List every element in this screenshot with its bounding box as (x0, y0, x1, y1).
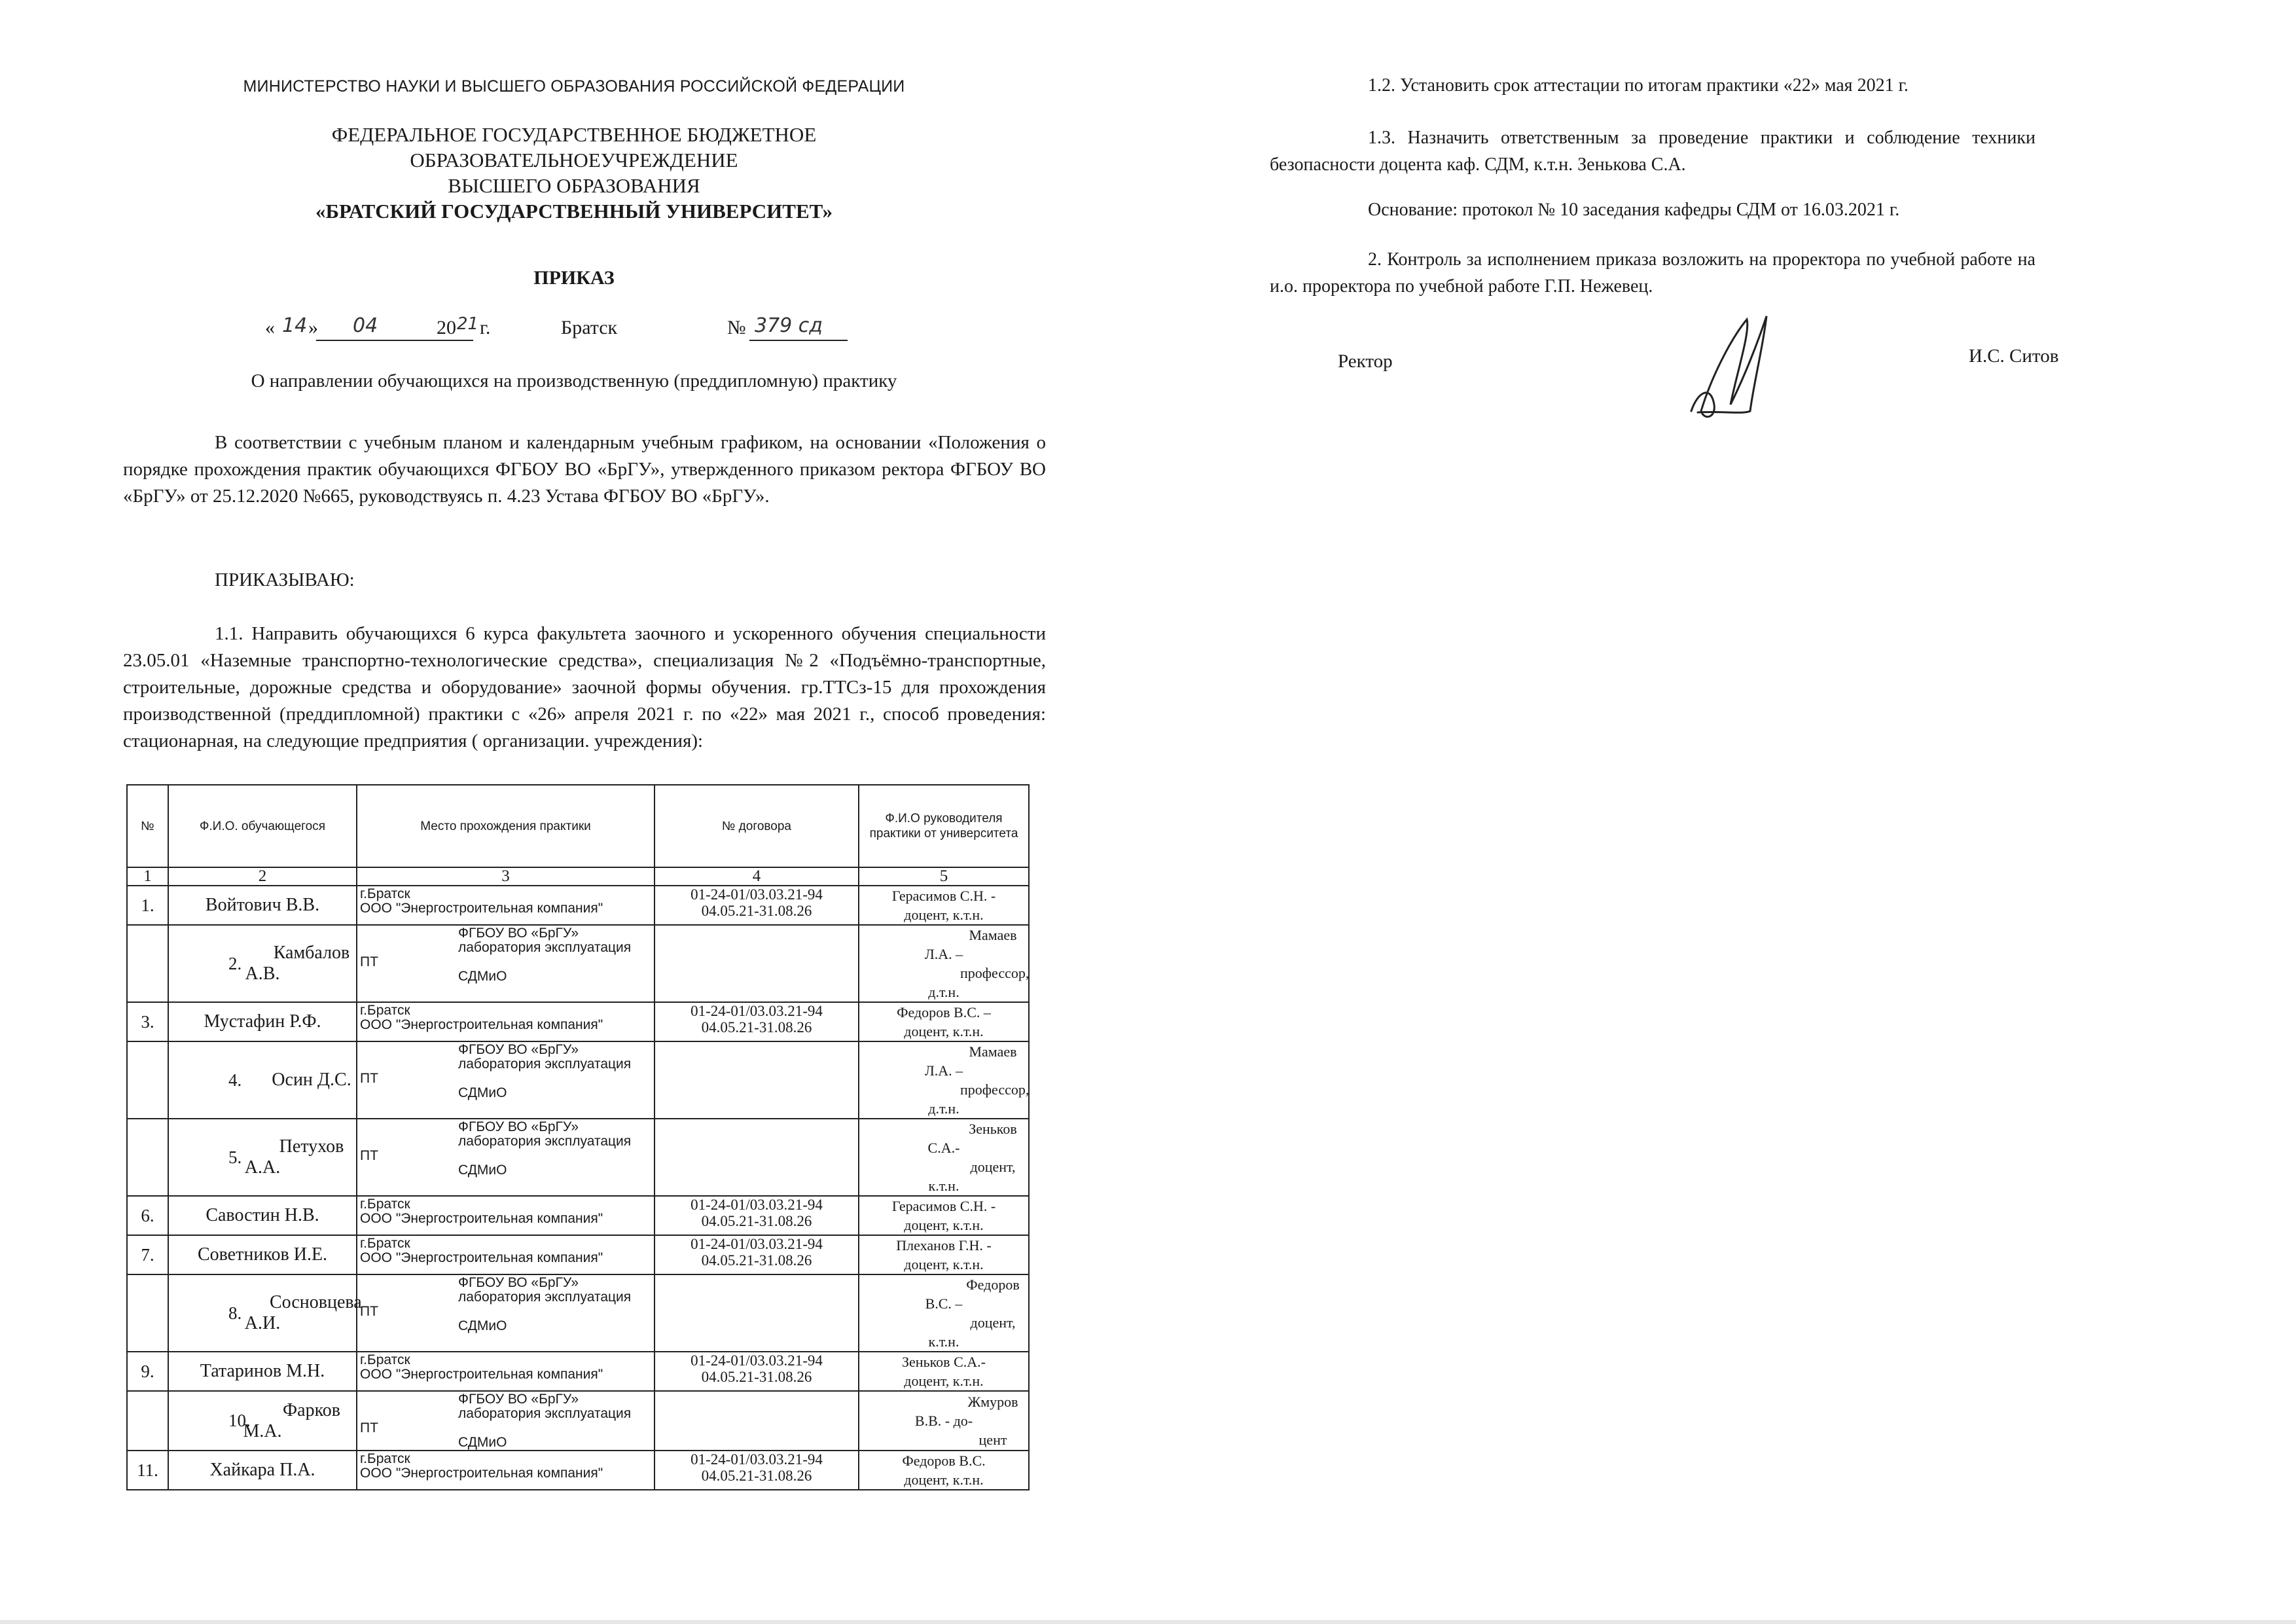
place-line-1: ФГБОУ ВО «БрГУ» (458, 1275, 579, 1290)
supervisor-line-2: доцент, к.т.н. (904, 1217, 984, 1233)
place-line-2: ООО "Энергостроительная компания" (360, 1211, 603, 1226)
date-year-prefix: 20 (437, 317, 456, 338)
place-line-3: СДМиО (458, 1435, 507, 1450)
place-line-2: лаборатория эксплуатация ПТ (360, 1134, 632, 1163)
student-name: Сосновцева А.И. (168, 1274, 357, 1352)
rector-label: Ректор (1338, 351, 1393, 372)
place-line-2: лаборатория эксплуатация ПТ (360, 1056, 632, 1086)
supervisor-line-1: Мамаев Л.А. – (924, 927, 1017, 962)
contract-number (655, 1274, 859, 1352)
place-line-1: г.Братск (360, 1451, 410, 1466)
student-name: Хайкара П.А. (168, 1451, 357, 1490)
contract-line-1: 01-24-01/03.03.21-94 (691, 1003, 823, 1019)
place-line-2: ООО "Энергостроительная компания" (360, 1466, 603, 1481)
supervisor-line-1: Федоров В.С. – (925, 1276, 1020, 1312)
table-row (127, 925, 1029, 1002)
basis-line: Основание: протокол № 10 заседания кафедры СДМ от 16.03.2021 г. (1368, 200, 1900, 220)
supervisor-line-1: Плеханов Г.Н. - (896, 1237, 992, 1254)
supervisor (859, 886, 1029, 925)
place-line-2: лаборатория эксплуатация ПТ (360, 940, 632, 969)
date-open-quote: « (265, 317, 275, 338)
contract-number (655, 1002, 859, 1041)
place-line-2: ООО "Энергостроительная компания" (360, 1017, 603, 1032)
clause-1-3: 1.3. Назначить ответственным за проведение практики и соблюдение техники безопасности доцента каф. СДМ, к.т.н. Зенькова С.А. (1270, 128, 2036, 175)
row-number: 6. (127, 1196, 168, 1235)
supervisor-line-2: доцент, к.т.н. (904, 1256, 984, 1272)
number-underline (749, 339, 848, 342)
supervisor (859, 1235, 1029, 1274)
supervisor-line-1: Зеньков С.А.- (927, 1121, 1017, 1156)
preamble-paragraph: В соответствии с учебным планом и календарным учебным графиком, на основании «Положения о порядке прохождения практик обучающихся ФГБОУ ВО «БрГУ», утвержденного приказом ректора ФГБОУ ВО «БрГУ» от 25.12.2020 №665, руководствуясь п. 4.23 Устава ФГБОУ ВО «БрГУ». (123, 432, 1046, 507)
row-number: 3. (127, 1002, 168, 1041)
order-keyword: ПРИКАЗЫВАЮ: (215, 569, 355, 590)
practice-place (357, 1274, 655, 1352)
contract-number (655, 1391, 859, 1451)
contract-number (655, 1451, 859, 1490)
practice-place (357, 1041, 655, 1119)
supervisor (859, 1041, 1029, 1119)
supervisor-line-2: доцент, к.т.н. (928, 1314, 1016, 1350)
date-year-handwritten: 21 (457, 314, 479, 334)
table-row (127, 1002, 1029, 1041)
header-student-name: Ф.И.О. обучающегося (168, 785, 357, 867)
place-line-1: г.Братск (360, 1003, 410, 1018)
supervisor (859, 1352, 1029, 1391)
student-name: Осин Д.С. (168, 1041, 357, 1119)
date-month: 04 (353, 314, 378, 337)
header-practice-place: Место прохождения практики (357, 785, 655, 867)
table-row (127, 1451, 1029, 1490)
contract-line-2: 04.05.21-31.08.26 (701, 1252, 812, 1269)
table-row (127, 1235, 1029, 1274)
supervisor-line-1: Федоров В.С. – (897, 1004, 991, 1020)
number-label: № (727, 317, 746, 338)
practice-place (357, 886, 655, 925)
header-contract: № договора (655, 785, 859, 867)
student-name: Мустафин Р.Ф. (168, 1002, 357, 1041)
supervisor (859, 1196, 1029, 1235)
document-title: ПРИКАЗ (533, 267, 615, 289)
practice-place (357, 1119, 655, 1196)
place-line-3: СДМиО (458, 969, 507, 984)
row-number: 9. (127, 1352, 168, 1391)
column-number: 5 (859, 867, 1029, 886)
contract-line-1: 01-24-01/03.03.21-94 (691, 1236, 823, 1252)
institution-line-1: ФЕДЕРАЛЬНОЕ ГОСУДАРСТВЕННОЕ БЮДЖЕТНОЕ (331, 123, 817, 146)
practice-place (357, 1451, 655, 1490)
row-number: 11. (127, 1451, 168, 1490)
contract-line-2: 04.05.21-31.08.26 (701, 1213, 812, 1229)
row-number: 2. (127, 925, 168, 1002)
practice-place (357, 1352, 655, 1391)
contract-number (655, 1196, 859, 1235)
supervisor-line-2: профессор, д.т.н. (928, 1081, 1030, 1117)
place-line-3: СДМиО (458, 1085, 507, 1100)
rector-name: И.С. Ситов (1969, 346, 2059, 367)
supervisor-line-1: Зеньков С.А.- (902, 1354, 986, 1370)
column-number: 3 (357, 867, 655, 886)
supervisor-line-2: доцент, к.т.н. (904, 1373, 984, 1389)
institution-heading (0, 122, 1148, 224)
student-name: Татаринов М.Н. (168, 1352, 357, 1391)
practice-place (357, 1235, 655, 1274)
supervisor (859, 1451, 1029, 1490)
place-line-2: ООО "Энергостроительная компания" (360, 901, 603, 916)
institution-line-4: «БРАТСКИЙ ГОСУДАРСТВЕННЫЙ УНИВЕРСИТЕТ» (315, 200, 833, 223)
date-year-suffix: г. (480, 317, 491, 338)
row-number: 10. (127, 1391, 168, 1451)
place-line-1: г.Братск (360, 1236, 410, 1251)
table-row (127, 1391, 1029, 1451)
column-number-row (127, 867, 1029, 886)
order-number: 379 сд (755, 314, 823, 337)
contract-line-1: 01-24-01/03.03.21-94 (691, 886, 823, 903)
supervisor-line-2: доцент, к.т.н. (904, 1471, 984, 1488)
institution-line-3: ВЫСШЕГО ОБРАЗОВАНИЯ (448, 174, 700, 197)
place-line-1: г.Братск (360, 886, 410, 901)
supervisor-line-2: доцент, к.т.н. (904, 907, 984, 923)
row-number: 5. (127, 1119, 168, 1196)
header-number: № (127, 785, 168, 867)
clause-1-1: 1.1. Направить обучающихся 6 курса факультета заочного и ускоренного обучения специальности 23.05.01 «Наземные транспортно-технологические средства», специализация №2 «Подъёмно-транспортные, строительные, дорожные средства и оборудование» заочной формы обучения. гр.ТТСз-15 для прохождения производственной (преддипломной) практики с «26» апреля 2021 г. по «22» мая 2021 г., способ проведения: стационарная, на следующие предприятия ( организации. учреждения): (123, 623, 1046, 751)
place-line-1: ФГБОУ ВО «БрГУ» (458, 1119, 579, 1134)
student-name: Савостин Н.В. (168, 1196, 357, 1235)
place-line-2: лаборатория эксплуатация ПТ (360, 1406, 632, 1435)
contract-line-1: 01-24-01/03.03.21-94 (691, 1451, 823, 1468)
date-close-quote: » (308, 317, 318, 338)
table-header-row (127, 785, 1029, 867)
contract-number (655, 886, 859, 925)
place-line-1: ФГБОУ ВО «БрГУ» (458, 926, 579, 941)
order-subject: О направлении обучающихся на производственную (преддипломную) практику (251, 370, 897, 391)
student-name: Войтович В.В. (168, 886, 357, 925)
institution-line-2: ОБРАЗОВАТЕЛЬНОЕУЧРЕЖДЕНИЕ (410, 149, 738, 171)
table-row (127, 1119, 1029, 1196)
supervisor-line-2: профессор, д.т.н. (928, 965, 1030, 1000)
contract-line-2: 04.05.21-31.08.26 (701, 1019, 812, 1036)
supervisor-line-2: цент (978, 1432, 1007, 1448)
place-line-1: ФГБОУ ВО «БрГУ» (458, 1042, 579, 1057)
supervisor-line-2: доцент, к.т.н. (904, 1023, 984, 1039)
clause-1-2: 1.2. Установить срок аттестации по итогам практики «22» мая 2021 г. (1368, 75, 1909, 96)
ministry-heading: МИНИСТЕРСТВО НАУКИ И ВЫСШЕГО ОБРАЗОВАНИЯ РОССИЙСКОЙ ФЕДЕРАЦИИ (243, 77, 905, 96)
contract-line-2: 04.05.21-31.08.26 (701, 1468, 812, 1484)
row-number: 4. (127, 1041, 168, 1119)
supervisor-line-1: Жмуров В.В. - до- (914, 1394, 1018, 1429)
city: Братск (561, 317, 618, 338)
table-row (127, 1041, 1029, 1119)
row-number: 1. (127, 886, 168, 925)
students-table (126, 784, 1030, 1490)
place-line-3: СДМиО (458, 1163, 507, 1178)
contract-line-1: 01-24-01/03.03.21-94 (691, 1352, 823, 1369)
supervisor-line-1: Мамаев Л.А. – (924, 1043, 1017, 1079)
place-line-3: СДМиО (458, 1318, 507, 1333)
place-line-2: ООО "Энергостроительная компания" (360, 1250, 603, 1265)
table-row (127, 1196, 1029, 1235)
contract-number (655, 1235, 859, 1274)
supervisor-line-1: Герасимов С.Н. - (891, 888, 996, 904)
column-number: 1 (127, 867, 168, 886)
contract-line-1: 01-24-01/03.03.21-94 (691, 1197, 823, 1213)
contract-line-2: 04.05.21-31.08.26 (701, 1369, 812, 1385)
student-name: Советников И.Е. (168, 1235, 357, 1274)
practice-place (357, 1391, 655, 1451)
place-line-1: г.Братск (360, 1197, 410, 1212)
place-line-1: г.Братск (360, 1352, 410, 1367)
student-name: Фарков М.А. (168, 1391, 357, 1451)
column-number: 2 (168, 867, 357, 886)
supervisor (859, 1274, 1029, 1352)
header-supervisor: Ф.И.О руководителя практики от университета (859, 785, 1029, 867)
place-line-1: ФГБОУ ВО «БрГУ» (458, 1392, 579, 1407)
right-page (1148, 0, 2296, 1624)
supervisor-line-2: доцент, к.т.н. (928, 1159, 1016, 1194)
table-row (127, 1274, 1029, 1352)
column-number: 4 (655, 867, 859, 886)
student-name: Камбалов А.В. (168, 925, 357, 1002)
place-line-2: лаборатория эксплуатация ПТ (360, 1290, 632, 1319)
date-underline (316, 339, 473, 342)
supervisor (859, 1002, 1029, 1041)
contract-line-2: 04.05.21-31.08.26 (701, 903, 812, 919)
practice-place (357, 1196, 655, 1235)
table-row (127, 1352, 1029, 1391)
student-name: Петухов А.А. (168, 1119, 357, 1196)
practice-place (357, 925, 655, 1002)
date-day: 14 (282, 314, 308, 337)
rector-signature (1685, 313, 1776, 424)
contract-number (655, 1352, 859, 1391)
practice-place (357, 1002, 655, 1041)
scan-bottom-edge (0, 1620, 2296, 1624)
clause-2: 2. Контроль за исполнением приказа возложить на проректора по учебной работе на и.о. проректора по учебной работе Г.П. Нежевец. (1270, 249, 2036, 297)
supervisor-line-1: Федоров В.С. (902, 1453, 986, 1469)
contract-number (655, 1119, 859, 1196)
row-number: 7. (127, 1235, 168, 1274)
table-row (127, 886, 1029, 925)
supervisor-line-1: Герасимов С.Н. - (891, 1198, 996, 1214)
place-line-2: ООО "Энергостроительная компания" (360, 1367, 603, 1382)
supervisor (859, 1119, 1029, 1196)
supervisor (859, 1391, 1029, 1451)
row-number: 8. (127, 1274, 168, 1352)
contract-number (655, 1041, 859, 1119)
supervisor (859, 925, 1029, 1002)
contract-number (655, 925, 859, 1002)
